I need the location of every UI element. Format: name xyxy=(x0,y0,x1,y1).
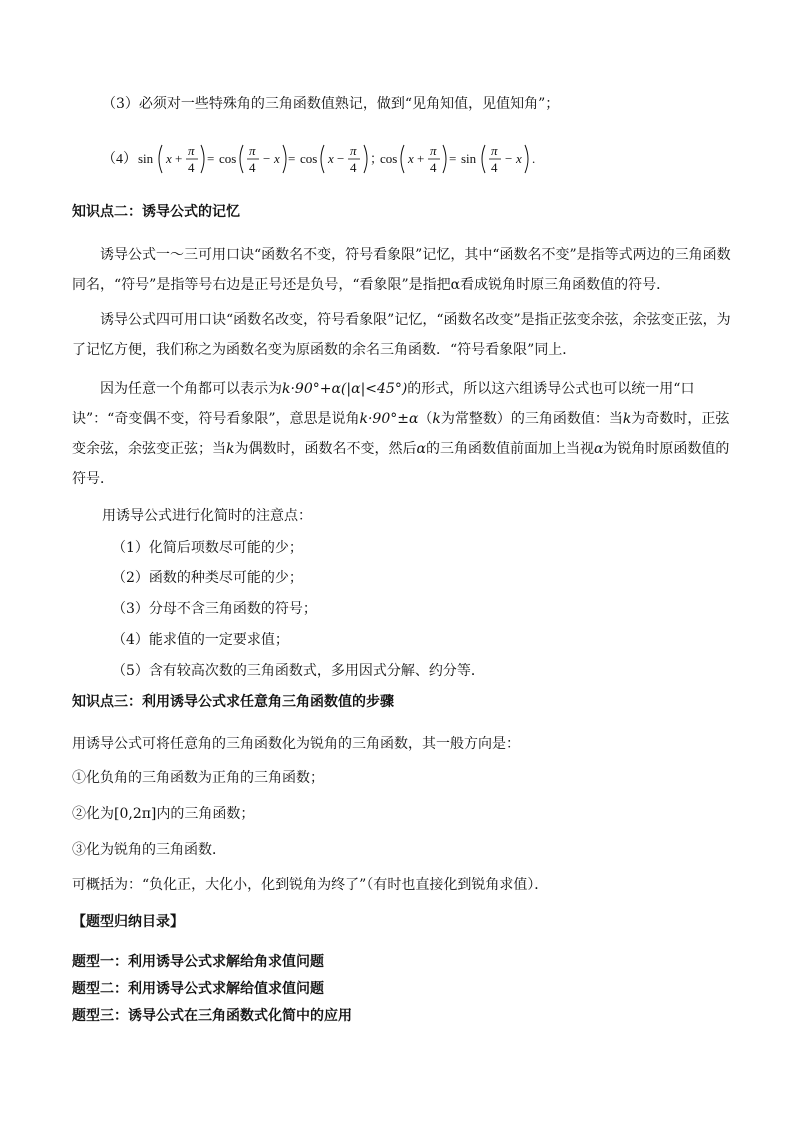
four-denominator: 4 xyxy=(430,160,437,175)
pi-numerator: π xyxy=(249,143,256,158)
equals-sign: = xyxy=(288,151,296,166)
item-3: （3）必须对一些特殊角的三角函数值熟记，做到“见角知值，见值知角”； xyxy=(102,96,560,112)
plus-sign: + xyxy=(175,151,183,166)
step-2-text: ②化为 xyxy=(72,806,114,822)
kp2-paragraph-3 xyxy=(72,374,732,494)
p3-text: 为偶数时，函数名不变，然后 xyxy=(234,441,417,457)
note-item: （1）化简后项数尽可能的少； xyxy=(112,540,303,556)
sin-func: sin xyxy=(461,151,477,166)
p3-text: 的形式，所以这六组诱导公式也可以统一用“口诀”：“奇变偶不变，符号看象限”，意思是说角 xyxy=(72,381,695,427)
var-k: k xyxy=(432,411,441,427)
var-x: x xyxy=(516,151,522,166)
cos-func: cos xyxy=(380,151,398,166)
left-paren xyxy=(321,145,324,173)
step-2-text: 内的三角函数； xyxy=(156,806,255,822)
plus-sign: + xyxy=(417,151,425,166)
pi-numerator: π xyxy=(491,143,498,158)
catalog-heading: 【题型归纳目录】 xyxy=(72,914,184,930)
catalog-item: 题型二：利用诱导公式求解给值求值问题 xyxy=(72,981,324,997)
right-paren xyxy=(364,145,367,173)
var-x: x xyxy=(166,151,172,166)
angle-expression: k·90°+α(|α|<45°) xyxy=(282,381,408,397)
var-alpha: α xyxy=(416,441,426,457)
var-x: x xyxy=(328,151,334,166)
four-denominator: 4 xyxy=(350,160,357,175)
item-4-formula xyxy=(102,138,572,178)
catalog-item: 题型三：诱导公式在三角函数式化简中的应用 xyxy=(72,1008,352,1024)
left-paren xyxy=(482,145,485,173)
kp3-summary: 可概括为：“负化正，大化小，化到锐角为终了”（有时也直接化到锐角求值）． xyxy=(72,877,549,893)
left-paren xyxy=(159,145,162,173)
sin-func: sin xyxy=(138,151,154,166)
semicolon: ； xyxy=(370,151,384,166)
right-paren xyxy=(443,145,446,173)
kp3-step-2 xyxy=(72,800,732,828)
pi-numerator: π xyxy=(350,143,357,158)
four-denominator: 4 xyxy=(249,160,256,175)
pi-numerator: π xyxy=(430,143,437,158)
minus-sign: − xyxy=(263,151,271,166)
left-paren xyxy=(240,145,243,173)
note-item: （4）能求值的一定要求值； xyxy=(112,632,289,648)
right-paren xyxy=(525,145,528,173)
note-item: （2）函数的种类尽可能的少； xyxy=(112,570,303,586)
kp3-step-3: ③化为锐角的三角函数． xyxy=(72,842,226,858)
note-item: （5）含有较高次数的三角函数式，多用因式分解、约分等． xyxy=(112,663,485,679)
left-paren xyxy=(401,145,404,173)
equals-sign: = xyxy=(207,151,215,166)
kp3-step-1: ①化负角的三角函数为正角的三角函数； xyxy=(72,770,324,786)
kp2-paragraph-1: 诱导公式一～三可用口诀“函数名不变，符号看象限”记忆，其中“函数名不变”是指等式两边的三角函数同名，“符号”是指等号右边是正号还是负号，“看象限”是指把α看成锐角时原三角函数值的符号． xyxy=(72,247,731,293)
p3-text: （ xyxy=(418,411,433,427)
kp3-heading: 知识点三：利用诱导公式求任意角三角函数值的步骤 xyxy=(72,694,394,710)
kp2-paragraph-2: 诱导公式四可用口诀“函数名改变，符号看象限”记忆，“函数名改变”是指正弦变余弦，余弦变正弦，为了记忆方便，我们称之为函数名变为原函数的余名三角函数．“符号看象限”同上． xyxy=(72,312,731,358)
var-k: k xyxy=(226,441,235,457)
cos-func: cos xyxy=(300,151,318,166)
var-alpha: α xyxy=(593,441,604,457)
four-denominator: 4 xyxy=(491,160,498,175)
right-paren xyxy=(201,145,204,173)
period: . xyxy=(532,151,536,166)
cos-func: cos xyxy=(219,151,237,166)
minus-sign: − xyxy=(505,151,513,166)
trig-identity-formula xyxy=(102,138,572,178)
p3-text: 为常整数）的三角函数值：当 xyxy=(440,411,623,427)
notes-intro: 用诱导公式进行化简时的注意点： xyxy=(102,508,312,524)
pi-numerator: π xyxy=(188,143,195,158)
kp3-intro: 用诱导公式可将任意角的三角函数化为锐角的三角函数，其一般方向是： xyxy=(72,736,520,752)
kp2-heading: 知识点二：诱导公式的记忆 xyxy=(72,204,240,220)
item-4-label: （4） xyxy=(102,152,137,167)
p3-text: 为锐角时原函数值的符号． xyxy=(72,441,730,487)
right-paren xyxy=(283,145,286,173)
var-x: x xyxy=(408,151,414,166)
interval: [0,2π] xyxy=(114,806,157,822)
equals-sign: = xyxy=(449,151,457,166)
catalog-item: 题型一：利用诱导公式求解给角求值问题 xyxy=(72,954,324,970)
angle-expression: k·90°±α xyxy=(359,411,419,427)
note-item: （3）分母不含三角函数的符号； xyxy=(112,601,317,617)
p3-text: 的三角函数值前面加上当视 xyxy=(425,441,594,457)
p3-text: 为奇数时，正弦变余弦，余弦变正弦；当 xyxy=(72,411,730,457)
four-denominator: 4 xyxy=(188,160,195,175)
p3-text: 因为任意一个角都可以表示为 xyxy=(100,381,282,397)
var-k: k xyxy=(622,411,632,427)
var-x: x xyxy=(274,151,280,166)
minus-sign: − xyxy=(337,151,345,166)
